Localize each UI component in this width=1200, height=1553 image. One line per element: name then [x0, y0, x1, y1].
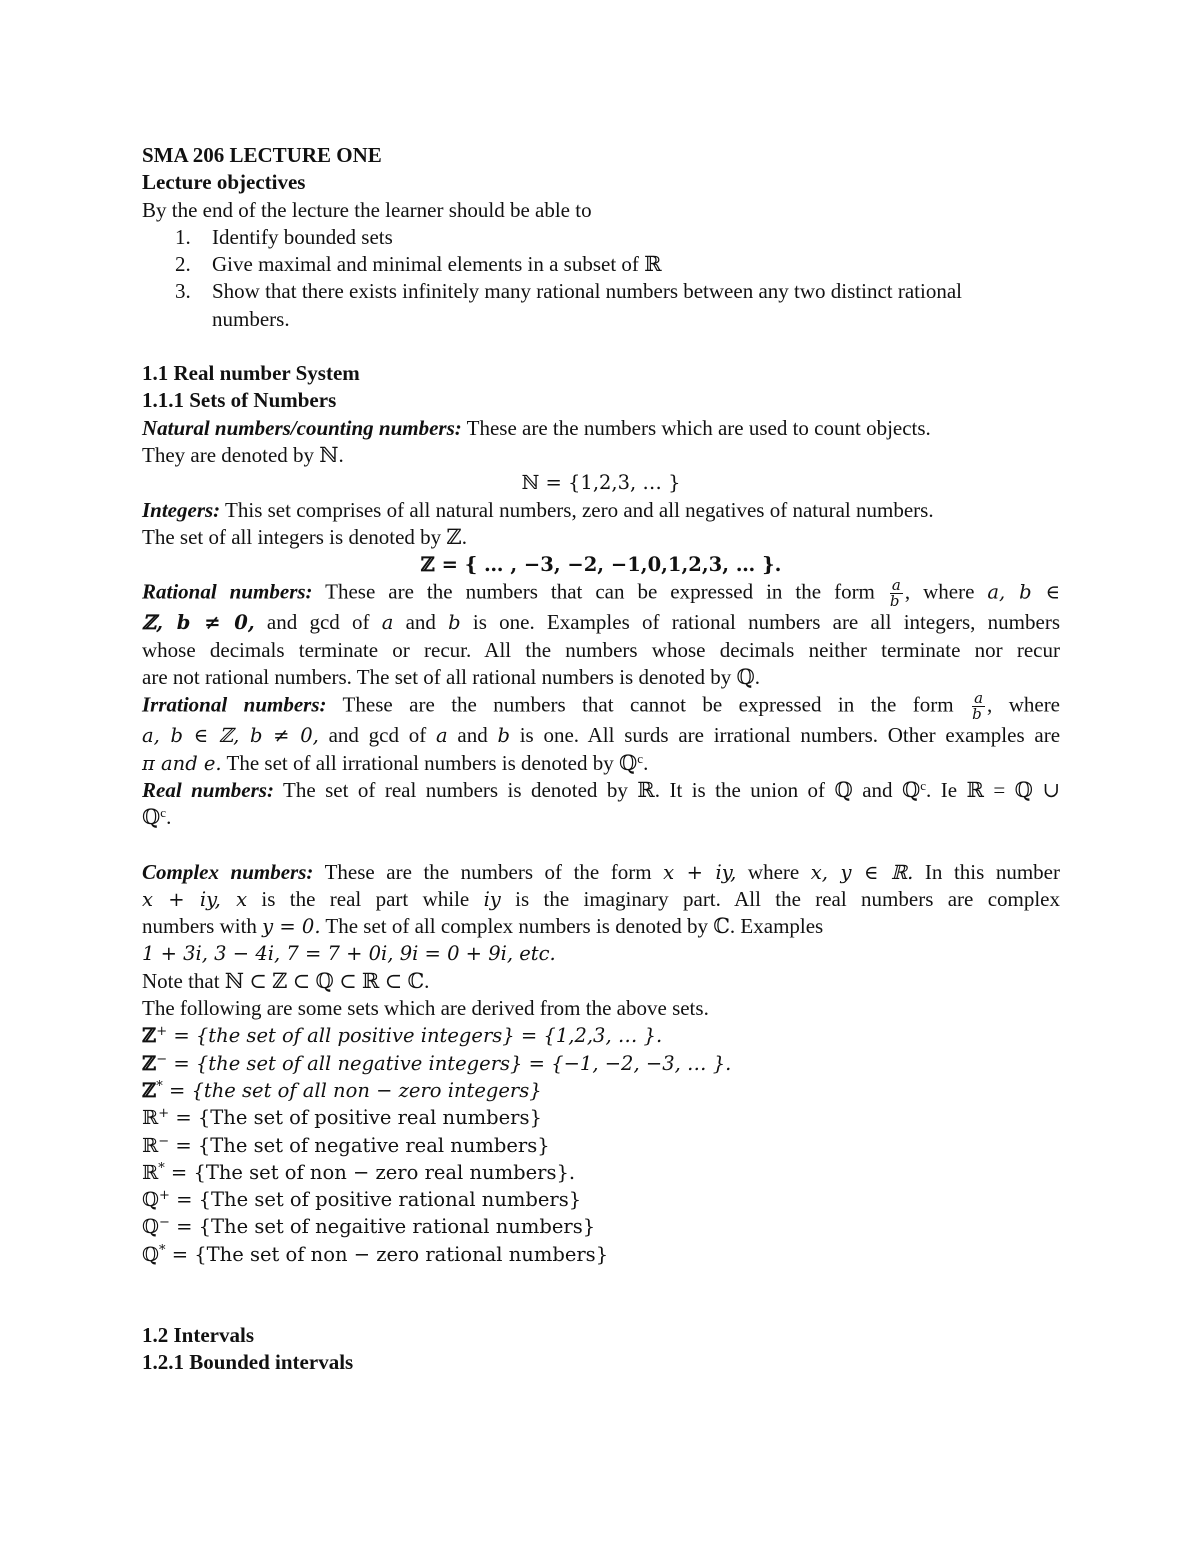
subsection-heading: 1.1.1 Sets of Numbers	[142, 388, 337, 413]
list-item: ℚ+ = {The set of positive rational numbers}	[142, 1188, 582, 1212]
natural-numbers-equation: ℕ = {1,2,3, … }	[521, 471, 681, 495]
integers-denoted: The set of all integers is denoted by ℤ.	[142, 524, 467, 549]
list-item: ℚ* = {The set of non − zero rational numbers}	[142, 1242, 609, 1266]
complex-line-2: x + iy, x is the real part while iy is the imaginary part. All the real numbers are complex	[142, 886, 1061, 911]
rational-line-4: are not rational numbers. The set of all rational numbers is denoted by ℚ.	[142, 665, 760, 690]
list-item: ℤ+ = {the set of all positive integers} = {1,2,3, … }.	[142, 1024, 663, 1048]
complex-numbers-definition: Complex numbers: These are the numbers of the form x + iy, where x, y ∈ ℝ. In this number	[142, 859, 1060, 884]
real-numbers-line-2: ℚ$^c$.	[142, 805, 172, 830]
page-title: SMA 206 LECTURE ONE	[142, 143, 382, 167]
integers-definition: Integers: This set comprises of all natural numbers, zero and all negatives of natural numbers.	[142, 497, 934, 522]
derived-sets-intro: The following are some sets which are derived from the above sets.	[142, 996, 709, 1021]
complex-examples: 1 + 3i, 3 − 4i, 7 = 7 + 0i, 9i = 0 + 9i, etc.	[142, 942, 556, 966]
list-item: ℤ* = {the set of all non − zero integers}	[142, 1078, 542, 1102]
list-item: ℤ− = {the set of all negative integers} = {−1, −2, −3, … }.	[142, 1051, 732, 1075]
irrational-line-3: π and e. The set of all irrational numbers is denoted by ℚ$^c$.	[142, 750, 649, 775]
real-numbers-definition: Real numbers: The set of real numbers is denoted by ℝ. It is the union of ℚ and ℚ$^c$. Ie ℝ = ℚ ∪	[142, 777, 1061, 802]
list-item: 3. Show that there exists infinitely many rational numbers between any two distinct rational numbers.	[175, 279, 962, 331]
fraction-a-over-b: $\frac{a}{b}$	[972, 689, 984, 724]
natural-numbers-denoted: They are denoted by ℕ.	[142, 442, 344, 467]
subset-note: Note that ℕ ⊂ ℤ ⊂ ℚ ⊂ ℝ ⊂ ℂ.	[142, 968, 430, 993]
list-item: ℚ− = {The set of negaitive rational numbers}	[142, 1215, 596, 1239]
objectives-list	[142, 224, 1060, 333]
objectives-heading: Lecture objectives	[142, 170, 306, 195]
list-item: 1. Identify bounded sets	[175, 224, 393, 249]
rational-line-2: ℤ, b ≠ 0, and gcd of a and b is one. Examples of rational numbers are all integers, numbers	[142, 610, 1060, 635]
complex-line-3: numbers with y = 0. The set of all complex numbers is denoted by ℂ. Examples	[142, 914, 824, 939]
derived-sets-list	[142, 1022, 1060, 1268]
irrational-definition: Irrational numbers: These are the numbers that cannot be expressed in the form $\frac{a}{b}$ , where	[142, 689, 1061, 724]
fraction-a-over-b: $\frac{a}{b}$	[889, 576, 901, 611]
subsection-heading: 1.2.1 Bounded intervals	[142, 1350, 354, 1375]
rational-line-3: whose decimals terminate or recur. All the numbers whose decimals neither terminate nor recur	[142, 637, 1060, 662]
natural-numbers-definition: Natural numbers/counting numbers: These are the numbers which are used to count objects.	[142, 415, 931, 440]
list-item: ℝ* = {The set of non − zero real numbers}.	[142, 1160, 576, 1184]
integers-equation: ℤ = { … , −3, −2, −1,0,1,2,3, … }.	[420, 553, 782, 577]
list-item: ℝ+ = {The set of positive real numbers}	[142, 1106, 542, 1130]
objectives-intro: By the end of the lecture the learner should be able to	[142, 197, 592, 222]
list-item: 2. Give maximal and minimal elements in a subset of ℝ	[175, 252, 662, 277]
section-heading: 1.1 Real number System	[142, 361, 360, 386]
list-item: ℝ− = {The set of negative real numbers}	[142, 1133, 550, 1157]
lecture-page	[142, 142, 1060, 1377]
rational-definition: Rational numbers: These are the numbers that can be expressed in the form $\frac{a}{b}$ , where a, b ∈	[142, 576, 1061, 611]
section-heading: 1.2 Intervals	[142, 1322, 254, 1347]
irrational-line-2: a, b ∈ ℤ, b ≠ 0, and gcd of a and b is one. All surds are irrational numbers. Other examples are	[142, 723, 1061, 748]
